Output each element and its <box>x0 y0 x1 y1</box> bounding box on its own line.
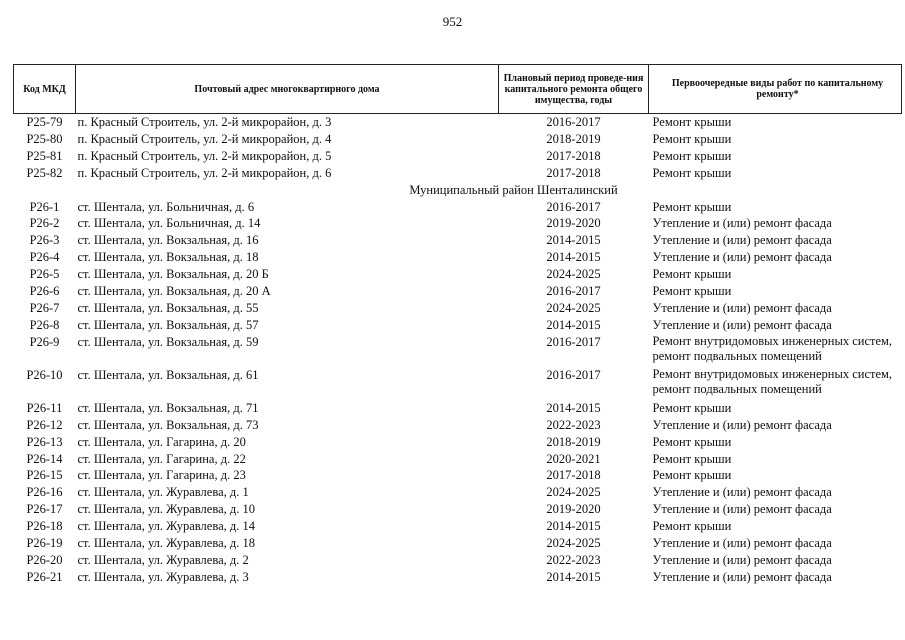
row-address: ст. Шентала, ул. Вокзальная, д. 55 <box>77 300 259 315</box>
table-row <box>14 148 902 165</box>
table-row <box>14 232 902 249</box>
row-work: Ремонт крыши <box>652 267 732 282</box>
row-address: ст. Шентала, ул. Журавлева, д. 3 <box>77 569 249 584</box>
row-code: Р26-15 <box>26 468 63 483</box>
row-code: Р26-10 <box>26 367 63 382</box>
row-address: ст. Шентала, ул. Вокзальная, д. 20 Б <box>77 267 269 282</box>
row-period: 2014-2015 <box>546 233 601 248</box>
table-row <box>14 283 902 300</box>
table-row <box>14 114 902 131</box>
row-code: Р25-80 <box>26 131 63 146</box>
row-code: Р26-19 <box>26 536 63 551</box>
row-work: Ремонт крыши <box>652 131 732 146</box>
row-address: ст. Шентала, ул. Журавлева, д. 10 <box>77 502 255 517</box>
row-period: 2017-2018 <box>546 468 601 483</box>
row-address: ст. Шентала, ул. Вокзальная, д. 71 <box>77 400 259 415</box>
row-work: Ремонт крыши <box>652 434 732 449</box>
table-row <box>14 552 902 569</box>
row-code: Р26-21 <box>26 569 63 584</box>
row-code: Р26-20 <box>26 552 63 567</box>
table-row <box>14 467 902 484</box>
row-period: 2016-2017 <box>546 334 601 349</box>
table-row <box>14 249 902 266</box>
row-code: Р26-9 <box>29 334 60 349</box>
row-code: Р26-5 <box>29 267 60 282</box>
row-code: Р26-7 <box>29 300 60 315</box>
row-address: ст. Шентала, ул. Журавлева, д. 1 <box>77 485 249 500</box>
row-code: Р26-6 <box>29 284 60 299</box>
row-code: Р26-14 <box>26 451 63 466</box>
row-address: ст. Шентала, ул. Вокзальная, д. 57 <box>77 317 259 332</box>
row-code: Р26-16 <box>26 485 63 500</box>
row-period: 2014-2015 <box>546 400 601 415</box>
row-period: 2014-2015 <box>546 569 601 584</box>
table-row <box>14 535 902 552</box>
row-period: 2016-2017 <box>546 115 601 129</box>
row-work: Утепление и (или) ремонт фасада <box>652 502 832 517</box>
row-code: Р26-12 <box>26 417 63 432</box>
table-row <box>14 367 902 400</box>
row-work: Ремонт внутридомовых инженерных систем, ремонт подвальных помещений <box>652 366 893 397</box>
page-number: 952 <box>442 14 463 29</box>
row-code: Р25-82 <box>26 165 63 180</box>
row-address: ст. Шентала, ул. Гагарина, д. 23 <box>77 468 246 483</box>
row-code: Р26-8 <box>29 317 60 332</box>
repair-schedule-table <box>13 64 902 586</box>
section-title: Муниципальный район Шенталинский <box>409 182 618 197</box>
table-row <box>14 417 902 434</box>
row-period: 2020-2021 <box>546 451 601 466</box>
table-row <box>14 569 902 586</box>
row-period: 2016-2017 <box>546 367 601 382</box>
row-period: 2014-2015 <box>546 250 601 265</box>
row-address: ст. Шентала, ул. Гагарина, д. 22 <box>77 451 246 466</box>
row-period: 2019-2020 <box>546 216 601 231</box>
row-address: п. Красный Строитель, ул. 2-й микрорайон, д. 5 <box>77 148 332 163</box>
table-row <box>14 317 902 334</box>
row-work: Ремонт крыши <box>652 199 732 214</box>
row-period: 2024-2025 <box>546 300 601 315</box>
row-address: ст. Шентала, ул. Вокзальная, д. 61 <box>77 367 259 382</box>
row-period: 2024-2025 <box>546 267 601 282</box>
row-work: Утепление и (или) ремонт фасада <box>652 250 832 265</box>
table-row <box>14 131 902 148</box>
row-period: 2022-2023 <box>546 417 601 432</box>
table-row <box>14 451 902 468</box>
row-work: Утепление и (или) ремонт фасада <box>652 536 832 551</box>
row-work: Утепление и (или) ремонт фасада <box>652 233 832 248</box>
row-address: п. Красный Строитель, ул. 2-й микрорайон, д. 4 <box>77 131 332 146</box>
section-row <box>14 182 902 199</box>
row-work: Ремонт крыши <box>652 519 732 534</box>
table-row <box>14 266 902 283</box>
row-code: Р26-4 <box>29 250 60 265</box>
row-period: 2016-2017 <box>546 284 601 299</box>
row-address: ст. Шентала, ул. Гагарина, д. 20 <box>77 434 246 449</box>
row-work: Ремонт крыши <box>652 468 732 483</box>
row-period: 2014-2015 <box>546 519 601 534</box>
row-address: ст. Шентала, ул. Больничная, д. 14 <box>77 216 261 231</box>
row-address: ст. Шентала, ул. Больничная, д. 6 <box>77 199 255 214</box>
row-work: Ремонт крыши <box>652 115 732 129</box>
table-row <box>14 518 902 535</box>
row-code: Р26-11 <box>26 400 63 415</box>
row-code: Р25-81 <box>26 148 63 163</box>
row-work: Ремонт внутридомовых инженерных систем, ремонт подвальных помещений <box>652 333 893 364</box>
row-work: Утепление и (или) ремонт фасада <box>652 317 832 332</box>
row-work: Утепление и (или) ремонт фасада <box>652 485 832 500</box>
header-period: Плановый период проведе-ния капитального ремонта общего имущества, годы <box>499 65 649 114</box>
table-header <box>14 65 902 114</box>
row-address: ст. Шентала, ул. Вокзальная, д. 18 <box>77 250 259 265</box>
row-work: Утепление и (или) ремонт фасада <box>652 417 832 432</box>
row-work: Ремонт крыши <box>652 148 732 163</box>
row-address: п. Красный Строитель, ул. 2-й микрорайон, д. 6 <box>77 165 332 180</box>
table-row <box>14 434 902 451</box>
table-row <box>14 501 902 518</box>
row-address: ст. Шентала, ул. Журавлева, д. 18 <box>77 536 255 551</box>
row-address: п. Красный Строитель, ул. 2-й микрорайон, д. 3 <box>77 115 332 129</box>
row-period: 2022-2023 <box>546 552 601 567</box>
header-code: Код МКД <box>14 65 76 114</box>
row-address: ст. Шентала, ул. Журавлева, д. 2 <box>77 552 249 567</box>
table-row <box>14 199 902 216</box>
row-work: Утепление и (или) ремонт фасада <box>652 300 832 315</box>
row-period: 2018-2019 <box>546 131 601 146</box>
table-row <box>14 400 902 417</box>
row-work: Ремонт крыши <box>652 400 732 415</box>
table-row <box>14 484 902 501</box>
row-work: Ремонт крыши <box>652 451 732 466</box>
row-code: Р26-2 <box>29 216 60 231</box>
table-body <box>14 114 902 586</box>
row-code: Р25-79 <box>26 115 63 129</box>
row-period: 2024-2025 <box>546 485 601 500</box>
table-row <box>14 165 902 182</box>
row-address: ст. Шентала, ул. Вокзальная, д. 20 А <box>77 284 271 299</box>
header-address: Почтовый адрес многоквартирного дома <box>76 65 499 114</box>
row-period: 2017-2018 <box>546 148 601 163</box>
row-code: Р26-17 <box>26 502 63 517</box>
table-row <box>14 215 902 232</box>
row-period: 2016-2017 <box>546 199 601 214</box>
row-code: Р26-18 <box>26 519 63 534</box>
row-period: 2024-2025 <box>546 536 601 551</box>
row-period: 2018-2019 <box>546 434 601 449</box>
row-work: Ремонт крыши <box>652 284 732 299</box>
row-address: ст. Шентала, ул. Вокзальная, д. 59 <box>77 334 259 349</box>
row-work: Ремонт крыши <box>652 165 732 180</box>
row-period: 2017-2018 <box>546 165 601 180</box>
row-period: 2014-2015 <box>546 317 601 332</box>
row-code: Р26-1 <box>29 199 60 214</box>
row-work: Утепление и (или) ремонт фасада <box>652 552 832 567</box>
row-work: Утепление и (или) ремонт фасада <box>652 569 832 584</box>
row-code: Р26-3 <box>29 233 60 248</box>
row-work: Утепление и (или) ремонт фасада <box>652 216 832 231</box>
row-address: ст. Шентала, ул. Вокзальная, д. 73 <box>77 417 259 432</box>
row-address: ст. Шентала, ул. Вокзальная, д. 16 <box>77 233 259 248</box>
table-row <box>14 334 902 367</box>
header-works: Первоочередные виды работ по капитальному ремонту* <box>649 65 902 114</box>
row-code: Р26-13 <box>26 434 63 449</box>
row-address: ст. Шентала, ул. Журавлева, д. 14 <box>77 519 255 534</box>
table-row <box>14 300 902 317</box>
row-period: 2019-2020 <box>546 502 601 517</box>
